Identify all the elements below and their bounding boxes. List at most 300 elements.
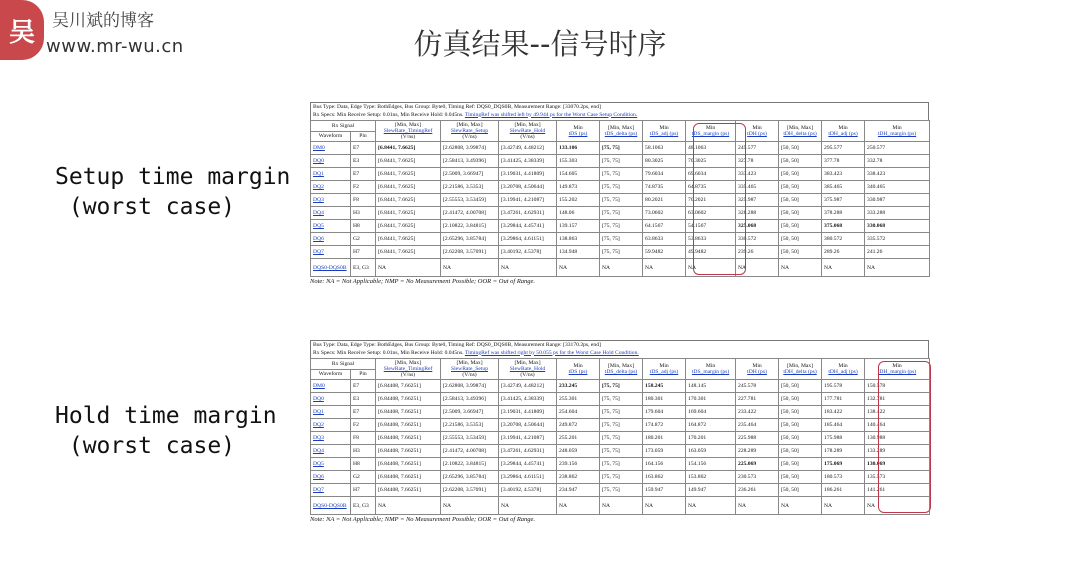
- tds-delta-cell: [75, 75]: [600, 155, 643, 168]
- tdh-cell: 325.068: [736, 220, 779, 233]
- slew-setup-cell: [2.41472, 4.00708]: [441, 445, 499, 458]
- setup-timing-table: [310, 120, 930, 277]
- slew-hold-cell: NA: [499, 497, 557, 515]
- table-row: [311, 233, 930, 246]
- tds-margin-cell: 169.604: [686, 406, 736, 419]
- waveform-cell[interactable]: DQ7: [311, 246, 351, 259]
- tds-delta-cell: [75, 75]: [600, 458, 643, 471]
- tdh-adj-cell: 180.573: [822, 471, 865, 484]
- table-row: [311, 497, 930, 515]
- slew-setup-cell: [2.65296, 3.85784]: [441, 471, 499, 484]
- slew-setup-cell: [2.10822, 3.84815]: [441, 458, 499, 471]
- tdh-cell: 333.423: [736, 168, 779, 181]
- slew-timingref-cell: [6.8441, 7.6625]: [376, 181, 441, 194]
- tdh-delta-cell: [50, 50]: [779, 207, 822, 220]
- slew-timingref-cell: [6.84408, 7.66251]: [376, 471, 441, 484]
- tdh-margin-cell: 132.781: [865, 393, 930, 406]
- tds-delta-cell: [75, 75]: [600, 445, 643, 458]
- tds-margin-cell: 48.1063: [686, 142, 736, 155]
- pin-cell: H3: [351, 445, 376, 458]
- tds-margin-cell: 54.1567: [686, 220, 736, 233]
- pin-cell: F2: [351, 181, 376, 194]
- tdh-delta-cell: [50, 50]: [779, 142, 822, 155]
- slew-timingref-cell: [6.84408, 7.66251]: [376, 419, 441, 432]
- waveform-cell[interactable]: DQ5: [311, 220, 351, 233]
- setup-info-box: [310, 102, 929, 120]
- tdh-margin-cell: 335.572: [865, 233, 930, 246]
- hold-shift-note: TimingRef was shifted right by 50.055 ps for the Worst Case Hold Condition.: [464, 349, 639, 356]
- tdh-delta-cell: [50, 50]: [779, 155, 822, 168]
- tds-delta-cell: [75, 75]: [600, 406, 643, 419]
- tdh-adj-cell: 385.465: [822, 181, 865, 194]
- tds-margin-cell: 49.9482: [686, 246, 736, 259]
- tdh-delta-cell: NA: [779, 259, 822, 277]
- setup-info-line2: [313, 112, 926, 120]
- waveform-cell[interactable]: DQ2: [311, 181, 351, 194]
- slew-setup-cell: [2.55553, 3.53459]: [441, 432, 499, 445]
- tds-header: Min tDS (ps): [557, 359, 600, 380]
- pin-header: Pin: [351, 369, 376, 380]
- tdh-margin-header: Min tDH_margin (ps): [865, 359, 930, 380]
- waveform-header: Waveform: [311, 131, 351, 142]
- tdh-cell: NA: [736, 497, 779, 515]
- waveform-cell[interactable]: DQS0-DQS0B: [311, 497, 351, 515]
- table-row: [311, 259, 930, 277]
- tds-adj-cell: 159.947: [643, 484, 686, 497]
- table-note: Note: NA = Not Applicable; NMP = No Measurement Possible; OOR = Out of Range.: [310, 516, 536, 523]
- tds-cell: NA: [557, 259, 600, 277]
- tdh-adj-cell: 175.069: [822, 458, 865, 471]
- tdh-delta-cell: [50, 50]: [779, 406, 822, 419]
- tds-delta-cell: [75, 75]: [600, 220, 643, 233]
- tds-delta-cell: [75, 75]: [600, 432, 643, 445]
- tdh-cell: NA: [736, 259, 779, 277]
- table-row: [311, 207, 930, 220]
- tds-margin-cell: 163.059: [686, 445, 736, 458]
- tds-margin-cell: 170.301: [686, 393, 736, 406]
- tds-cell: 139.157: [557, 220, 600, 233]
- waveform-cell[interactable]: DQS0-DQS0B: [311, 259, 351, 277]
- tdh-adj-cell: 383.423: [822, 168, 865, 181]
- slew-timingref-cell: [6.84408, 7.66251]: [376, 406, 441, 419]
- tds-margin-cell: 53.8633: [686, 233, 736, 246]
- slew-hold-cell: [3.47261, 4.62931]: [499, 207, 557, 220]
- tds-delta-cell: [75, 75]: [600, 419, 643, 432]
- tdh-delta-cell: [50, 50]: [779, 484, 822, 497]
- tdh-margin-cell: 133.289: [865, 445, 930, 458]
- blog-name: 吴川斌的博客: [52, 11, 154, 31]
- slew-setup-cell: [2.5009, 3.66947]: [441, 168, 499, 181]
- slew-timingref-cell: [6.84408, 7.66251]: [376, 432, 441, 445]
- tds-adj-cell: 79.6034: [643, 168, 686, 181]
- waveform-cell[interactable]: DM0: [311, 380, 351, 393]
- tds-margin-cell: 170.201: [686, 432, 736, 445]
- tds-cell: 155.202: [557, 194, 600, 207]
- tdh-delta-cell: [50, 50]: [779, 194, 822, 207]
- slew-hold-header: [Min, Max] SlewRate_Hold (V/ns): [499, 121, 557, 142]
- table-row: [311, 155, 930, 168]
- tds-margin-cell: 154.156: [686, 458, 736, 471]
- tdh-delta-cell: [50, 50]: [779, 445, 822, 458]
- tdh-adj-cell: 375.987: [822, 194, 865, 207]
- tds-margin-cell: 70.3025: [686, 155, 736, 168]
- pin-cell: E7: [351, 406, 376, 419]
- slew-setup-cell: [2.58413, 3.49396]: [441, 155, 499, 168]
- slew-timingref-cell: [6.8441, 7.6625]: [376, 233, 441, 246]
- tdh-cell: 327.78: [736, 155, 779, 168]
- tds-cell: 138.863: [557, 233, 600, 246]
- waveform-cell[interactable]: DM0: [311, 142, 351, 155]
- tds-delta-cell: [75, 75]: [600, 181, 643, 194]
- slew-timingref-cell: [6.8441, 7.6625]: [376, 194, 441, 207]
- slew-hold-cell: [3.19941, 4.21087]: [499, 194, 557, 207]
- tdh-margin-cell: 135.573: [865, 471, 930, 484]
- slew-setup-cell: [2.10822, 3.84815]: [441, 220, 499, 233]
- slew-timingref-cell: [6.8441, 7.6625]: [376, 220, 441, 233]
- pin-cell: F2: [351, 419, 376, 432]
- waveform-cell[interactable]: DQ4: [311, 445, 351, 458]
- tds-delta-cell: [75, 75]: [600, 471, 643, 484]
- setup-margin-label: Setup time margin (worst case): [55, 164, 291, 220]
- tdh-header: Min tDH (ps): [736, 121, 779, 142]
- tds-cell: NA: [557, 497, 600, 515]
- pin-cell: E7: [351, 168, 376, 181]
- table-row: [311, 471, 930, 484]
- slew-setup-header: [Min, Max] SlewRate_Setup (V/ns): [441, 121, 499, 142]
- tdh-delta-cell: [50, 50]: [779, 458, 822, 471]
- tdh-delta-cell: [50, 50]: [779, 168, 822, 181]
- slew-setup-cell: [2.62808, 3.99874]: [441, 142, 499, 155]
- pin-cell: E3, G3: [351, 497, 376, 515]
- tds-adj-cell: 174.872: [643, 419, 686, 432]
- slew-setup-cell: [2.5009, 3.66947]: [441, 406, 499, 419]
- tds-cell: 254.604: [557, 406, 600, 419]
- table-row: [311, 445, 930, 458]
- blog-url[interactable]: www.mr-wu.cn: [46, 36, 184, 57]
- tds-delta-cell: [75, 75]: [600, 484, 643, 497]
- tdh-adj-cell: 178.289: [822, 445, 865, 458]
- waveform-cell[interactable]: DQ6: [311, 471, 351, 484]
- pin-header: Pin: [351, 131, 376, 142]
- slew-timingref-cell: NA: [376, 497, 441, 515]
- waveform-cell[interactable]: DQ1: [311, 168, 351, 181]
- tds-adj-cell: 80.3025: [643, 155, 686, 168]
- slew-timingref-cell: [6.84408, 7.66251]: [376, 393, 441, 406]
- tdh-delta-cell: [50, 50]: [779, 246, 822, 259]
- waveform-cell[interactable]: DQ0: [311, 155, 351, 168]
- tds-cell: 233.245: [557, 380, 600, 393]
- pin-cell: E3, G3: [351, 259, 376, 277]
- slew-hold-cell: NA: [499, 259, 557, 277]
- table-row: [311, 194, 930, 207]
- tds-margin-header: Min tDS_margin (ps): [686, 121, 736, 142]
- tds-adj-cell: 74.8735: [643, 181, 686, 194]
- table-row: [311, 246, 930, 259]
- pin-cell: F8: [351, 194, 376, 207]
- tds-adj-cell: 180.201: [643, 432, 686, 445]
- tds-delta-cell: [75, 75]: [600, 194, 643, 207]
- hold-timing-table: [310, 358, 930, 515]
- tds-cell: 154.605: [557, 168, 600, 181]
- tds-adj-cell: 63.8633: [643, 233, 686, 246]
- tdh-header: Min tDH (ps): [736, 359, 779, 380]
- slew-timingref-cell: [6.84408, 7.66251]: [376, 380, 441, 393]
- waveform-cell[interactable]: DQ3: [311, 432, 351, 445]
- tds-adj-cell: NA: [643, 497, 686, 515]
- slew-hold-cell: [3.20708, 4.50644]: [499, 181, 557, 194]
- setup-info-line1: Bus Type: Data, Edge Type: BothEdges, Bus Group: Byte0, Timing Ref: DQS0_DQS0B, Measurement Range: [33070.2ps, end]: [313, 104, 601, 110]
- tds-cell: 155.303: [557, 155, 600, 168]
- tds-cell: 255.201: [557, 432, 600, 445]
- tds-adj-cell: NA: [643, 259, 686, 277]
- tdh-cell: 233.422: [736, 406, 779, 419]
- tdh-cell: 239.26: [736, 246, 779, 259]
- tdh-cell: 235.464: [736, 419, 779, 432]
- tdh-adj-header: Min tDH_adj (ps): [822, 121, 865, 142]
- setup-shift-note: TimingRef was shifted left by 49.944 ps for the Worst Case Setup Condition.: [464, 111, 638, 118]
- tds-delta-cell: [75, 75]: [600, 233, 643, 246]
- pin-cell: G2: [351, 471, 376, 484]
- tds-adj-cell: 173.059: [643, 445, 686, 458]
- slew-hold-cell: [3.40192, 4.5378]: [499, 246, 557, 259]
- slew-hold-cell: [3.29844, 4.45741]: [499, 220, 557, 233]
- tds-adj-cell: 180.301: [643, 393, 686, 406]
- tds-delta-cell: [75, 75]: [600, 393, 643, 406]
- pin-cell: H8: [351, 458, 376, 471]
- tdh-cell: 245.578: [736, 380, 779, 393]
- tds-delta-cell: [75, 75]: [600, 168, 643, 181]
- slew-setup-cell: [2.55553, 3.53459]: [441, 194, 499, 207]
- tdh-delta-header: [Min, Max] tDH_delta (ps): [779, 359, 822, 380]
- slew-hold-cell: [3.42749, 4.48212]: [499, 380, 557, 393]
- tdh-adj-cell: 175.988: [822, 432, 865, 445]
- tdh-margin-cell: NA: [865, 497, 930, 515]
- slew-hold-cell: [3.29844, 4.45741]: [499, 458, 557, 471]
- tdh-adj-cell: 375.068: [822, 220, 865, 233]
- tdh-margin-cell: NA: [865, 259, 930, 277]
- table-row: [311, 220, 930, 233]
- tdh-delta-cell: [50, 50]: [779, 432, 822, 445]
- tdh-delta-cell: NA: [779, 497, 822, 515]
- tdh-adj-cell: 380.572: [822, 233, 865, 246]
- tds-cell: 248.059: [557, 445, 600, 458]
- tdh-margin-cell: 130.988: [865, 432, 930, 445]
- tds-margin-cell: 149.947: [686, 484, 736, 497]
- tdh-cell: 225.069: [736, 458, 779, 471]
- tds-delta-header: [Min, Max] tDS_delta (ps): [600, 359, 643, 380]
- slew-timingref-cell: [6.84408, 7.66251]: [376, 458, 441, 471]
- hold-timing-panel: [310, 340, 929, 523]
- tds-cell: 238.862: [557, 471, 600, 484]
- slew-setup-cell: [2.58413, 3.49396]: [441, 393, 499, 406]
- table-row: [311, 484, 930, 497]
- tdh-margin-cell: 330.068: [865, 220, 930, 233]
- tdh-delta-cell: [50, 50]: [779, 419, 822, 432]
- tds-delta-cell: NA: [600, 497, 643, 515]
- tdh-margin-cell: 332.78: [865, 155, 930, 168]
- tdh-margin-cell: 141.261: [865, 484, 930, 497]
- tds-margin-cell: 164.872: [686, 419, 736, 432]
- pin-cell: E3: [351, 155, 376, 168]
- tdh-margin-cell: 340.465: [865, 181, 930, 194]
- tdh-adj-cell: 289.26: [822, 246, 865, 259]
- slew-setup-cell: [2.62208, 3.57091]: [441, 246, 499, 259]
- slew-timingref-header: [Min, Max] SlewRate_TimingRef (V/ns): [376, 359, 441, 380]
- slew-timingref-cell: [6.8441, 7.6625]: [376, 142, 441, 155]
- tdh-margin-cell: 140.464: [865, 419, 930, 432]
- tdh-cell: 225.988: [736, 432, 779, 445]
- tdh-cell: 330.572: [736, 233, 779, 246]
- tdh-delta-cell: [50, 50]: [779, 233, 822, 246]
- waveform-cell[interactable]: DQ2: [311, 419, 351, 432]
- slew-hold-cell: [3.19031, 4.41809]: [499, 406, 557, 419]
- tdh-adj-cell: 177.781: [822, 393, 865, 406]
- tdh-cell: 227.781: [736, 393, 779, 406]
- tds-delta-cell: [75, 75]: [600, 380, 643, 393]
- table-row: [311, 380, 930, 393]
- tds-adj-cell: 80.2021: [643, 194, 686, 207]
- tds-margin-cell: 69.6034: [686, 168, 736, 181]
- rx-signal-header: Rx Signal: [311, 121, 376, 132]
- tds-delta-cell: [75, 75]: [600, 207, 643, 220]
- tds-margin-cell: NA: [686, 497, 736, 515]
- pin-cell: G2: [351, 233, 376, 246]
- tdh-margin-cell: 338.423: [865, 168, 930, 181]
- tdh-delta-cell: [50, 50]: [779, 220, 822, 233]
- tds-cell: 149.873: [557, 181, 600, 194]
- waveform-cell[interactable]: DQ6: [311, 233, 351, 246]
- tdh-adj-cell: 378.288: [822, 207, 865, 220]
- slew-setup-header: [Min, Max] SlewRate_Setup (V/ns): [441, 359, 499, 380]
- tdh-cell: 245.577: [736, 142, 779, 155]
- tds-margin-cell: NA: [686, 259, 736, 277]
- slew-setup-cell: [2.62208, 3.57091]: [441, 484, 499, 497]
- pin-cell: H3: [351, 207, 376, 220]
- tdh-cell: 328.288: [736, 207, 779, 220]
- tds-adj-header: Min tDS_adj (ps): [643, 359, 686, 380]
- setup-timing-panel: [310, 102, 929, 285]
- tdh-adj-cell: 377.78: [822, 155, 865, 168]
- tds-adj-cell: 163.862: [643, 471, 686, 484]
- tds-cell: 134.948: [557, 246, 600, 259]
- slew-hold-cell: [3.20708, 4.50644]: [499, 419, 557, 432]
- slew-timingref-cell: [6.8441, 7.6625]: [376, 155, 441, 168]
- table-row: [311, 393, 930, 406]
- tdh-adj-cell: 183.422: [822, 406, 865, 419]
- tds-cell: 255.301: [557, 393, 600, 406]
- waveform-cell[interactable]: DQ4: [311, 207, 351, 220]
- tdh-adj-cell: 295.577: [822, 142, 865, 155]
- tds-adj-cell: 179.604: [643, 406, 686, 419]
- rx-signal-header: Rx Signal: [311, 359, 376, 370]
- waveform-cell[interactable]: DQ3: [311, 194, 351, 207]
- tds-adj-header: Min tDS_adj (ps): [643, 121, 686, 142]
- slew-setup-cell: [2.41472, 4.00708]: [441, 207, 499, 220]
- pin-cell: H7: [351, 246, 376, 259]
- tds-cell: 249.872: [557, 419, 600, 432]
- slew-setup-cell: [2.21586, 3.5353]: [441, 419, 499, 432]
- pin-cell: E3: [351, 393, 376, 406]
- slew-hold-cell: [3.42749, 4.48212]: [499, 142, 557, 155]
- slew-hold-cell: [3.41425, 4.38339]: [499, 393, 557, 406]
- tdh-adj-cell: 185.464: [822, 419, 865, 432]
- slew-timingref-cell: NA: [376, 259, 441, 277]
- pin-cell: E7: [351, 142, 376, 155]
- waveform-cell[interactable]: DQ0: [311, 393, 351, 406]
- tdh-cell: 335.465: [736, 181, 779, 194]
- table-note: Note: NA = Not Applicable; NMP = No Measurement Possible; OOR = Out of Range.: [310, 278, 536, 285]
- pin-cell: H7: [351, 484, 376, 497]
- slew-hold-cell: [3.19031, 4.41809]: [499, 168, 557, 181]
- hold-info-line1: Bus Type: Data, Edge Type: BothEdges, Bus Group: Byte0, Timing Ref: DQS0_DQS0B, Measurement Range: [33170.2ps, end]: [313, 342, 601, 348]
- slew-setup-cell: [2.21586, 3.5353]: [441, 181, 499, 194]
- tds-adj-cell: 73.0602: [643, 207, 686, 220]
- slew-hold-cell: [3.41425, 4.38339]: [499, 155, 557, 168]
- waveform-cell[interactable]: DQ1: [311, 406, 351, 419]
- slew-hold-cell: [3.29864, 4.61151]: [499, 233, 557, 246]
- slew-setup-cell: [2.62808, 3.99874]: [441, 380, 499, 393]
- tdh-adj-cell: NA: [822, 259, 865, 277]
- tdh-cell: 236.261: [736, 484, 779, 497]
- tdh-cell: 228.289: [736, 445, 779, 458]
- table-row: [311, 168, 930, 181]
- tdh-adj-cell: 186.261: [822, 484, 865, 497]
- tds-delta-cell: NA: [600, 259, 643, 277]
- hold-info-box: [310, 340, 929, 358]
- tdh-delta-header: [Min, Max] tDH_delta (ps): [779, 121, 822, 142]
- waveform-cell[interactable]: DQ5: [311, 458, 351, 471]
- tds-adj-cell: 59.9482: [643, 246, 686, 259]
- tds-margin-cell: 148.145: [686, 380, 736, 393]
- table-row: [311, 181, 930, 194]
- blog-logo: 吴: [0, 0, 44, 60]
- table-row: [311, 458, 930, 471]
- waveform-cell[interactable]: DQ7: [311, 484, 351, 497]
- tdh-adj-cell: 195.578: [822, 380, 865, 393]
- tdh-margin-cell: 333.288: [865, 207, 930, 220]
- tds-adj-cell: 158.245: [643, 380, 686, 393]
- tds-margin-cell: 153.862: [686, 471, 736, 484]
- slew-hold-cell: [3.47261, 4.62931]: [499, 445, 557, 458]
- pin-cell: H8: [351, 220, 376, 233]
- tdh-cell: 325.987: [736, 194, 779, 207]
- tdh-delta-cell: [50, 50]: [779, 380, 822, 393]
- slew-hold-cell: [3.40192, 4.5378]: [499, 484, 557, 497]
- tds-margin-cell: 63.0602: [686, 207, 736, 220]
- tdh-margin-cell: 241.26: [865, 246, 930, 259]
- tds-delta-cell: [75, 75]: [600, 246, 643, 259]
- tds-cell: 239.156: [557, 458, 600, 471]
- tdh-margin-cell: 150.578: [865, 380, 930, 393]
- tds-header: Min tDS (ps): [557, 121, 600, 142]
- tds-margin-cell: 64.8735: [686, 181, 736, 194]
- hold-info-line2: [313, 350, 926, 358]
- slew-hold-cell: [3.19941, 4.21087]: [499, 432, 557, 445]
- tds-margin-cell: 70.2021: [686, 194, 736, 207]
- slew-setup-cell: NA: [441, 497, 499, 515]
- tds-adj-cell: 64.1567: [643, 220, 686, 233]
- hold-margin-label: Hold time margin (worst case): [55, 403, 277, 459]
- slew-timingref-cell: [6.8441, 7.6625]: [376, 246, 441, 259]
- pin-cell: F8: [351, 432, 376, 445]
- tdh-adj-cell: NA: [822, 497, 865, 515]
- tdh-margin-cell: 130.069: [865, 458, 930, 471]
- tdh-margin-cell: 330.987: [865, 194, 930, 207]
- tds-cell: 148.06: [557, 207, 600, 220]
- slew-setup-cell: NA: [441, 259, 499, 277]
- table-row: [311, 142, 930, 155]
- tdh-margin-cell: 138.422: [865, 406, 930, 419]
